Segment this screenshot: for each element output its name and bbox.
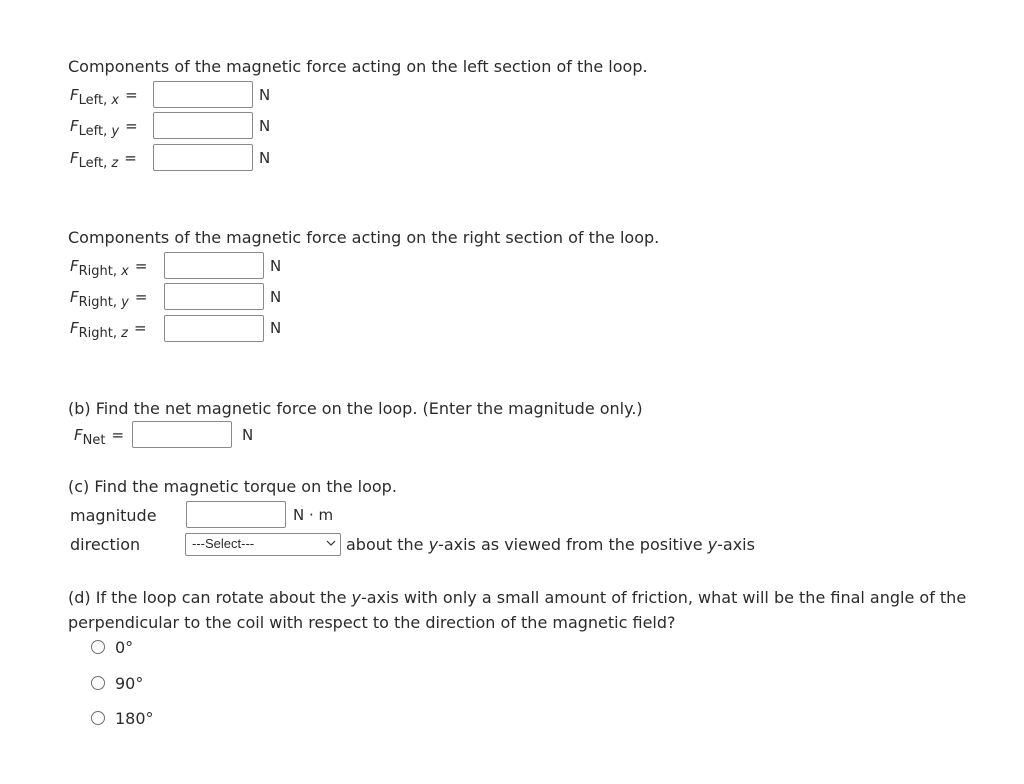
part-d-prompt-line2: perpendicular to the coil with respect to the direction of the magnetic field? bbox=[68, 613, 676, 632]
radio-option-0deg[interactable] bbox=[91, 640, 105, 654]
part-d-prompt-line1: (d) If the loop can rotate about the y-axis with only a small amount of friction, what will be the final angle of the bbox=[68, 588, 967, 607]
f-left-y-input[interactable] bbox=[153, 112, 253, 139]
left-section-heading: Components of the magnetic force acting on the left section of the loop. bbox=[68, 57, 648, 76]
f-right-z-unit: N bbox=[270, 319, 282, 337]
f-net-label: FNet = bbox=[74, 426, 125, 448]
torque-magnitude-unit: N · m bbox=[293, 506, 334, 524]
f-net-input[interactable] bbox=[132, 421, 232, 448]
f-right-x-input[interactable] bbox=[164, 252, 264, 279]
radio-option-90deg-label: 90° bbox=[115, 674, 144, 693]
f-right-y-input[interactable] bbox=[164, 283, 264, 310]
radio-option-90deg[interactable] bbox=[91, 676, 105, 690]
right-section-heading: Components of the magnetic force acting on the right section of the loop. bbox=[68, 228, 660, 247]
f-left-x-unit: N bbox=[259, 86, 271, 104]
f-net-unit: N bbox=[242, 426, 254, 444]
torque-direction-selected: ---Select--- bbox=[192, 536, 255, 551]
f-right-z-label: FRight, z = bbox=[70, 319, 147, 341]
part-b-prompt: (b) Find the net magnetic force on the loop. (Enter the magnitude only.) bbox=[68, 399, 643, 418]
f-left-z-unit: N bbox=[259, 149, 271, 167]
torque-magnitude-input[interactable] bbox=[186, 501, 286, 528]
radio-option-180deg[interactable] bbox=[91, 711, 105, 725]
f-left-y-unit: N bbox=[259, 117, 271, 135]
torque-direction-suffix: about the y-axis as viewed from the positive y-axis bbox=[346, 535, 755, 554]
f-right-x-label: FRight, x = bbox=[70, 257, 148, 279]
radio-option-180deg-label: 180° bbox=[115, 709, 154, 728]
torque-magnitude-label: magnitude bbox=[70, 506, 157, 525]
f-left-x-label: FLeft, x = bbox=[70, 86, 138, 108]
f-right-y-label: FRight, y = bbox=[70, 288, 148, 310]
part-c-prompt: (c) Find the magnetic torque on the loop. bbox=[68, 477, 397, 496]
torque-direction-label: direction bbox=[70, 535, 141, 554]
f-right-x-unit: N bbox=[270, 257, 282, 275]
f-right-y-unit: N bbox=[270, 288, 282, 306]
torque-direction-select[interactable] bbox=[185, 533, 341, 556]
f-right-z-input[interactable] bbox=[164, 315, 264, 342]
chevron-down-icon bbox=[326, 538, 336, 548]
radio-option-0deg-label: 0° bbox=[115, 638, 134, 657]
f-left-z-input[interactable] bbox=[153, 144, 253, 171]
f-left-y-label: FLeft, y = bbox=[70, 117, 138, 139]
f-left-z-label: FLeft, z = bbox=[70, 149, 137, 171]
f-left-x-input[interactable] bbox=[153, 81, 253, 108]
